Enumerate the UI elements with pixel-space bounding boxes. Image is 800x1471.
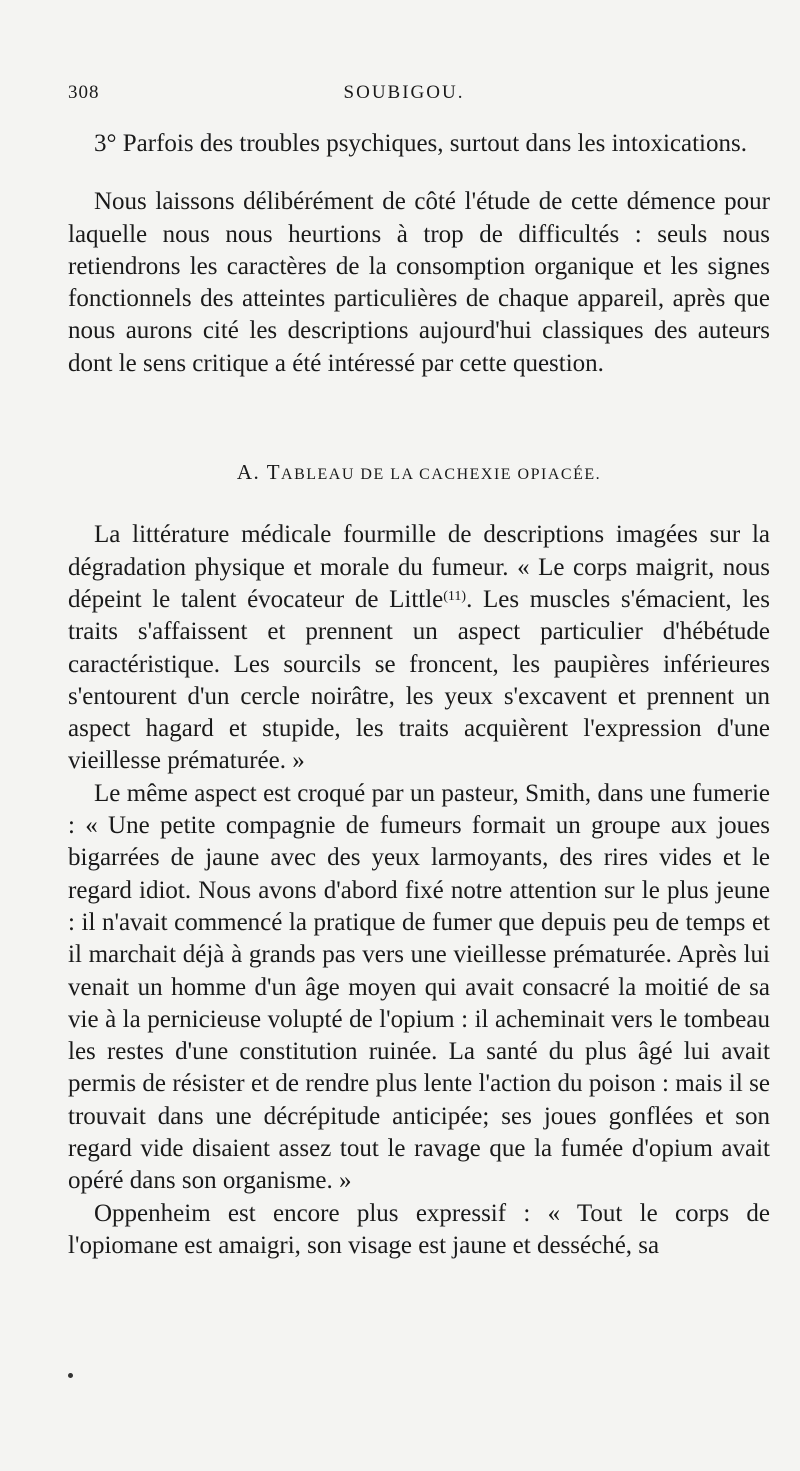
reference-mark: (11) [443,588,467,604]
paragraph-4: Le même aspect est croqué par un pasteur, Smith, dans une fumerie : « Une petite compagnie de fumeurs formait un groupe aux joues bigarrées de jaune avec des yeux larmoyants, des rires vides et le regard idiot. Nous avons d'abord fixé notre attention sur le plus jeune : il n'avait commencé la pratique de fumer que depuis peu de temps et il marchait déjà à grands pas vers une vieillesse prématurée. Après lui venait un homme d'un âge moyen qui avait consacré la moitié de sa vie à la pernicieuse volupté de l'opium : il acheminait vers le tombeau les restes d'une constitution ruinée. La santé du plus âgé lui avait permis de résister et de rendre plus lente l'action du poison : mais il se trouvait dans une décrépitude anticipée; ses joues gonflées et son regard vide disaient assez tout le ravage que la fumée d'opium avait opéré dans son organisme. » [68,779,770,1195]
section-title-rest: ABLEAU DE LA CACHEXIE OPIACÉE. [281,466,602,484]
section-heading [68,456,770,491]
paragraph-1: 3° Parfois des troubles psychiques, surtout dans les intoxications. [94,130,747,157]
section-letter: A. [236,460,261,485]
paragraph-3-part-b: . Les muscles s'émacient, les traits s'affaissent et prennent un aspect particulier d'hébétude caractéristique. Les sourcils se froncent, les paupières inférieures s'entourent d'un cercle noirâtre, les yeux s'excavent et prennent un aspect hagard et stupide, les traits acquièrent l'expression d'une vieillesse prématurée. » [68,585,770,775]
paragraph-3-part-a: La littérature médicale fourmille de descriptions imagées sur la dégradation physique et morale du fumeur. « Le corps maigrit, nous dépeint le talent évocateur de Little [68,521,770,613]
running-title: SOUBIGOU. [343,82,465,103]
page-body [68,128,770,1262]
ink-speck [68,1373,73,1378]
paragraph-3 [68,519,770,777]
paragraph-2: Nous laissons délibérément de côté l'étude de cette démence pour laquelle nous nous heurtions à trop de difficultés : seuls nous retiendrons les caractères de la consomption organique et les signes fonctionnels des atteintes particulières de chaque appareil, après que nous aurons cité les descriptions aujourd'hui classiques des auteurs dont le sens critique a été intéressé par cette question. [68,188,770,377]
page-header [68,82,740,104]
paragraph-5: Oppenheim est encore plus expressif : « Tout le corps de l'opiomane est amaigri, son visage est jaune et desséché, sa [68,1199,770,1259]
page-number: 308 [68,82,100,103]
section-first-letter: T [266,460,282,485]
